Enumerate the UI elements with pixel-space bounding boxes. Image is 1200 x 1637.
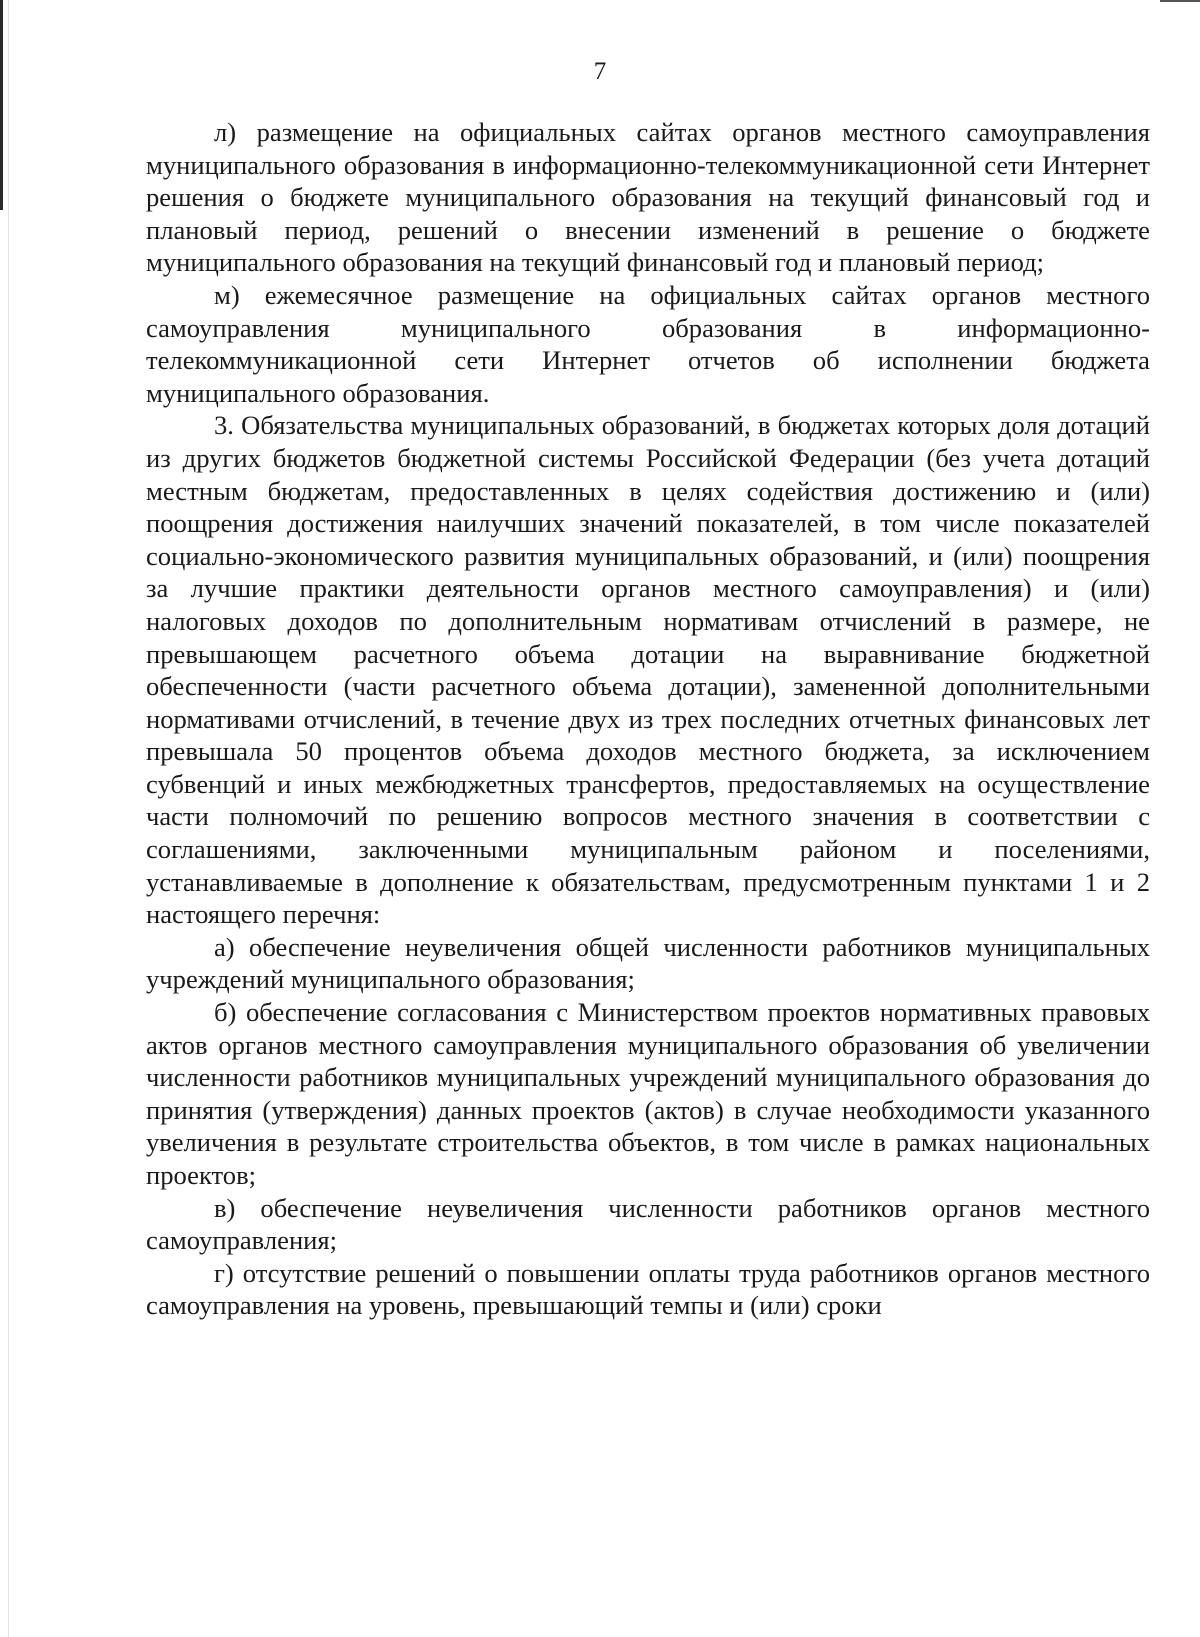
paragraph-v: в) обеспечение неувеличения численности работников органов местного самоуправления;	[146, 1192, 1150, 1256]
paragraph-3: 3. Обязательства муниципальных образований, в бюджетах которых доля дотаций из других бюджетов бюджетной системы Российской Федерации (без учета дотаций местным бюджетам, предоставленных в целях содействия достижению и (или) поощрения достижения наилучших значений показателей, в том числе показателей социально-экономического развития муниципальных образований, и (или) поощрения за лучшие практики деятельности органов местного самоуправления) и (или) налоговых доходов по дополнительным нормативам отчислений в размере, не превышающем расчетного объема дотации на выравнивание бюджетной обеспеченности (части расчетного объема дотации), замененной дополнительными нормативами отчислений, в течение двух из трех последних отчетных финансовых лет превышала 50 процентов объема доходов местного бюджета, за исключением субвенций и иных межбюджетных трансфертов, предоставляемых на осуществление части полномочий по решению вопросов местного значения в соответствии с соглашениями, заключенными муниципальным районом и поселениями, устанавливаемые в дополнение к обязательствам, предусмотренным пунктами 1 и 2 настоящего перечня:	[146, 410, 1150, 930]
scan-edge-mark	[0, 0, 3, 210]
scan-edge-line	[8, 0, 9, 1637]
paragraph-a: а) обеспечение неувеличения общей численности работников муниципальных учреждений муниципального образования;	[146, 931, 1150, 995]
paragraph-g: г) отсутствие решений о повышении оплаты труда работников органов местного самоуправления на уровень, превышающий темпы и (или) сроки	[146, 1257, 1150, 1321]
paragraph-l: л) размещение на официальных сайтах органов местного самоуправления муниципального образования в информационно-телекоммуникационной сети Интернет решения о бюджете муниципального образования на текущий финансовый год и плановый период, решений о внесении изменений в решение о бюджете муниципального образования на текущий финансовый год и плановый период;	[146, 117, 1150, 278]
paragraph-m: м) ежемесячное размещение на официальных сайтах органов местного самоуправления муниципального образования в информационно-телекоммуникационной сети Интернет отчетов об исполнении бюджета муниципального образования.	[146, 279, 1150, 408]
scan-corner-mark	[1160, 0, 1200, 2]
page-number: 7	[593, 58, 607, 85]
paragraph-b: б) обеспечение согласования с Министерством проектов нормативных правовых актов органов местного самоуправления муниципального образования об увеличении численности работников муниципальных учреждений муниципального образования до принятия (утверждения) данных проектов (актов) в случае необходимости указанного увеличения в результате строительства объектов, в том числе в рамках национальных проектов;	[146, 997, 1150, 1190]
document-body	[146, 116, 1150, 1322]
